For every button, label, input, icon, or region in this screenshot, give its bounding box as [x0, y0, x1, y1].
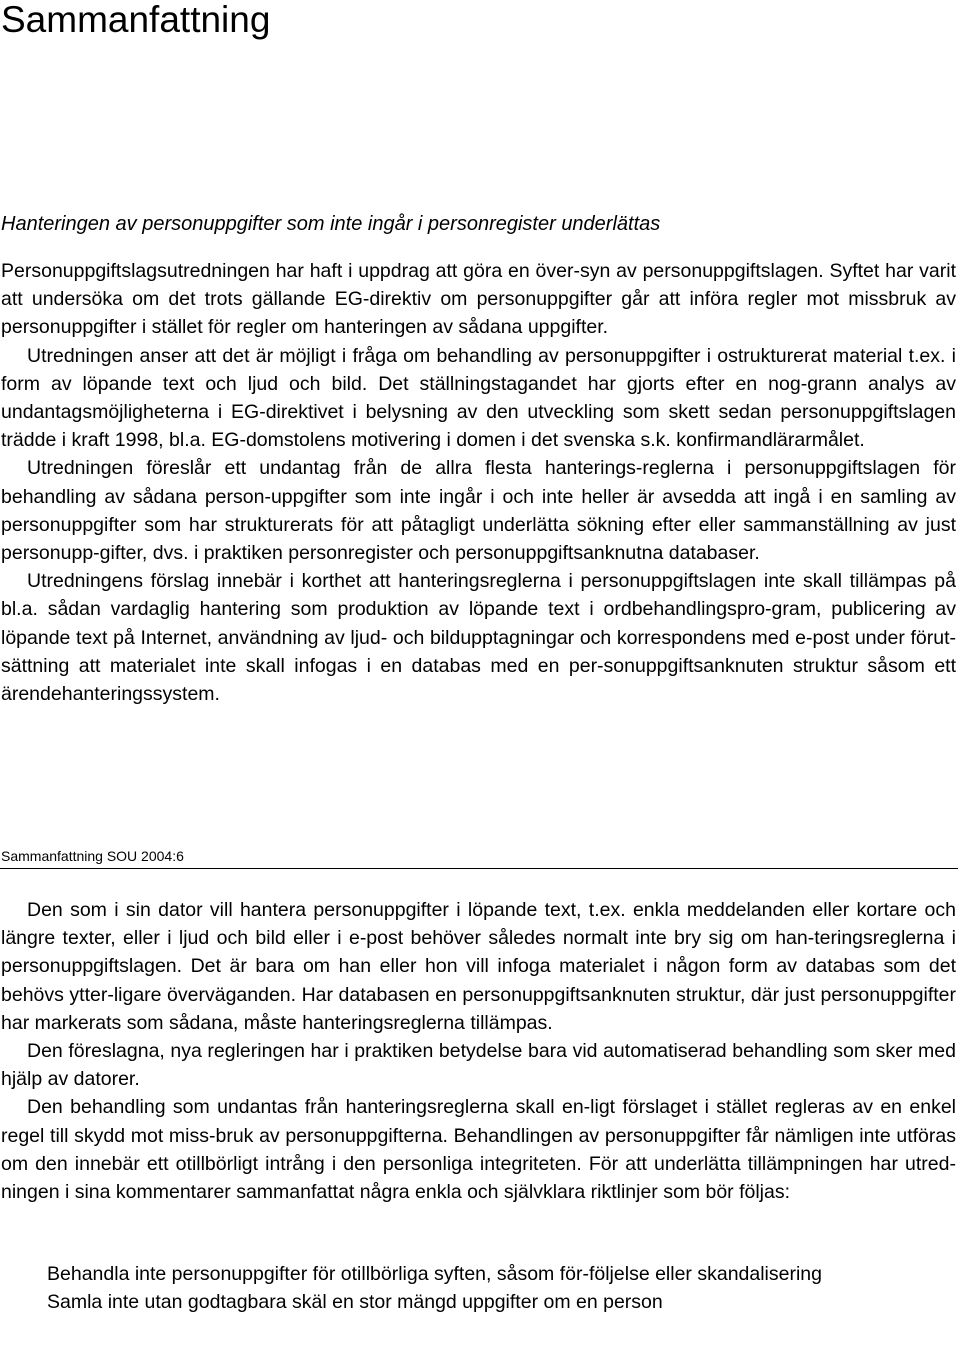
- summary-paragraph-2: Utredningen anser att det är möjligt i fråga om behandling av personuppgifter i ostrukturerat material t.ex. i form av löpande text och ljud och bild. Det ställningstagandet har gjorts efter en nog-grann analys av undantagsmöjligheterna i EG-direktivet i belysning av den utveckling som skett sedan personuppgiftslagen trädde i kraft 1998, bl.a. EG-domstolens motivering i domen i det svenska s.k. konfirmandlärarmålet.: [1, 344, 956, 452]
- section-subheading: Hanteringen av personuppgifter som inte ingår i personregister underlättas: [1, 213, 661, 235]
- detail-paragraph-2: Den föreslagna, nya regleringen har i praktiken betydelse bara vid automatiserad behandling som sker med hjälp av datorer.: [1, 1040, 956, 1091]
- guideline-list: [1, 1260, 956, 1316]
- guideline-item-2: Samla inte utan godtagbara skäl en stor mängd uppgifter om en person: [47, 1291, 663, 1314]
- detail-paragraph-3: Den behandling som undantas från hanteringsreglerna skall en-ligt förslaget i stället regleras av en enkel regel till skydd mot miss-bruk av personuppgifterna. Behandlingen av personuppgifter får nämligen inte utföras om den innebär ett otillbörligt intrång i den personliga integriteten. För att underlätta tillämpningen har utred-ningen i sina kommentarer sammanfattat några enkla och självklara riktlinjer som bör följas:: [1, 1096, 956, 1204]
- summary-paragraph-4: Utredningens förslag innebär i korthet att hanteringsreglerna i personuppgiftslagen inte skall tillämpas på bl.a. sådan vardaglig hantering som produktion av löpande text i ordbehandlingspro-gram, publicering av löpande text på Internet, användning av ljud- och bildupptagningar och korrespondens med e-post under förut-sättning att materialet inte skall infogas i en databas med en per-sonuppgiftsanknuten struktur såsom ett ärendehanteringssystem.: [1, 570, 956, 706]
- page-title: Sammanfattning: [1, 0, 271, 40]
- detail-text: [1, 896, 956, 1206]
- detail-paragraph-1: Den som i sin dator vill hantera personuppgifter i löpande text, t.ex. enkla meddelanden eller kortare och längre texter, eller i ljud och bild eller i e-post behöver således normalt inte bry sig om han-teringsreglerna i personuppgiftslagen. Det är bara om han eller hon vill infoga materialet i någon form av databas som det behövs ytter-ligare överväganden. Har databasen en personuppgiftsanknuten struktur, där just personuppgifter har markerats som sådana, måste hanteringsreglerna tillämpas.: [1, 899, 956, 1034]
- caption-divider: [0, 868, 958, 869]
- page-caption: Sammanfattning SOU 2004:6: [1, 848, 184, 864]
- summary-paragraph-3: Utredningen föreslår ett undantag från de allra flesta hanterings-reglerna i personuppgiftslagen för behandling av sådana person-uppgifter som inte ingår i och inte heller är avsedda att ingå i en samling av personuppgifter som har strukturerats för att påtagligt underlätta sökning efter eller sammanställning av just personupp-gifter, dvs. i praktiken personregister och personuppgiftsanknutna databaser.: [1, 457, 956, 565]
- summary-paragraph-1: Personuppgiftslagsutredningen har haft i uppdrag att göra en över-syn av personuppgiftslagen. Syftet har varit att undersöka om det trots gällande EG-direktiv om personuppgifter går att införa regler mot missbruk av personuppgifter i stället för regler om hanteringen av sådana uppgifter.: [1, 260, 956, 339]
- summary-text: [1, 257, 956, 708]
- guideline-item-1: Behandla inte personuppgifter för otillbörliga syften, såsom för-följelse eller skandalisering: [47, 1263, 823, 1285]
